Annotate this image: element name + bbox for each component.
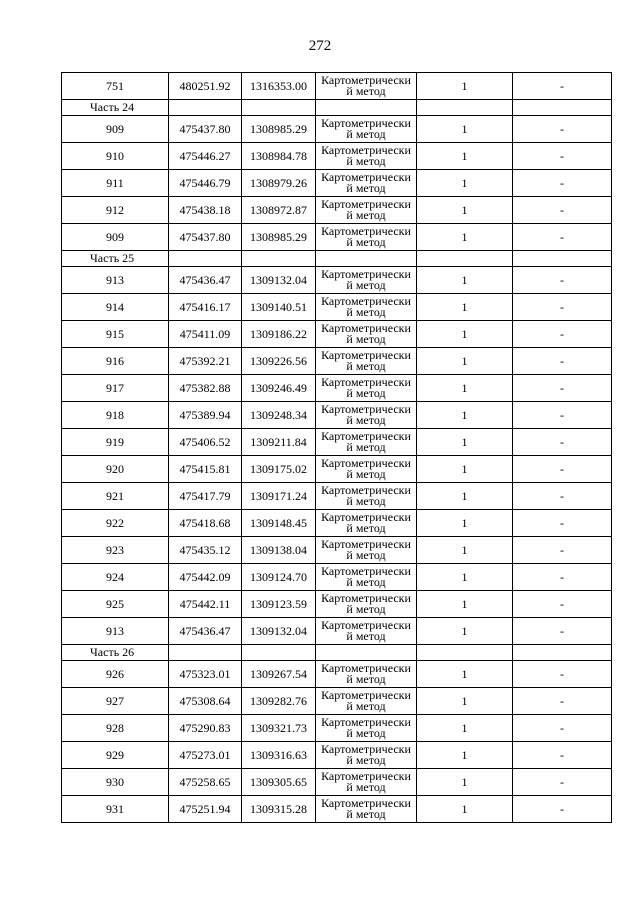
table-row [62, 375, 612, 402]
method-line-2: й метод [346, 154, 386, 168]
x-coordinate-cell: 480251.92 [169, 73, 242, 100]
method-line-1: Картометрически [321, 715, 411, 729]
point-number-cell: 931 [62, 796, 169, 823]
table-row [62, 688, 612, 715]
table-row [62, 769, 612, 796]
method-cell [316, 429, 417, 456]
table-row [62, 267, 612, 294]
method-line-2: й метод [346, 753, 386, 767]
y-coordinate-cell: 1309315.28 [242, 796, 316, 823]
point-number-cell: 926 [62, 661, 169, 688]
method-cell [316, 116, 417, 143]
x-coordinate-cell: 475442.11 [169, 591, 242, 618]
method-line-2: й метод [346, 278, 386, 292]
method-cell [316, 591, 417, 618]
accuracy-cell: 1 [417, 197, 513, 224]
y-coordinate-cell: 1309186.22 [242, 321, 316, 348]
accuracy-cell: 1 [417, 321, 513, 348]
point-number-cell: 918 [62, 402, 169, 429]
method-line-2: й метод [346, 440, 386, 454]
y-coordinate-cell: 1309226.56 [242, 348, 316, 375]
empty-cell [169, 100, 242, 116]
point-number-cell: 910 [62, 143, 169, 170]
x-coordinate-cell: 475258.65 [169, 769, 242, 796]
point-number-cell: 929 [62, 742, 169, 769]
y-coordinate-cell: 1309246.49 [242, 375, 316, 402]
note-cell: - [513, 715, 612, 742]
method-line-1: Картометрически [321, 143, 411, 157]
method-cell [316, 688, 417, 715]
method-line-1: Картометрически [321, 429, 411, 443]
x-coordinate-cell: 475308.64 [169, 688, 242, 715]
y-coordinate-cell: 1309321.73 [242, 715, 316, 742]
method-cell [316, 564, 417, 591]
method-cell [316, 483, 417, 510]
method-line-1: Картометрически [321, 116, 411, 130]
accuracy-cell: 1 [417, 267, 513, 294]
note-cell: - [513, 688, 612, 715]
point-number-cell: 921 [62, 483, 169, 510]
note-cell: - [513, 483, 612, 510]
y-coordinate-cell: 1308979.26 [242, 170, 316, 197]
note-cell: - [513, 769, 612, 796]
method-line-2: й метод [346, 84, 386, 98]
method-cell [316, 618, 417, 645]
note-cell: - [513, 510, 612, 537]
table-row [62, 224, 612, 251]
x-coordinate-cell: 475251.94 [169, 796, 242, 823]
x-coordinate-cell: 475389.94 [169, 402, 242, 429]
note-cell: - [513, 224, 612, 251]
point-number-cell: 920 [62, 456, 169, 483]
method-line-1: Картометрически [321, 483, 411, 497]
method-line-2: й метод [346, 413, 386, 427]
x-coordinate-cell: 475437.80 [169, 224, 242, 251]
table-row [62, 510, 612, 537]
method-line-2: й метод [346, 602, 386, 616]
point-number-cell: 923 [62, 537, 169, 564]
note-cell: - [513, 618, 612, 645]
method-cell [316, 769, 417, 796]
table-row [62, 197, 612, 224]
method-line-2: й метод [346, 359, 386, 373]
method-cell [316, 796, 417, 823]
method-line-1: Картометрически [321, 456, 411, 470]
point-number-cell: 925 [62, 591, 169, 618]
method-cell [316, 267, 417, 294]
note-cell: - [513, 73, 612, 100]
method-line-2: й метод [346, 467, 386, 481]
table-row [62, 73, 612, 100]
note-cell: - [513, 742, 612, 769]
accuracy-cell: 1 [417, 224, 513, 251]
accuracy-cell: 1 [417, 769, 513, 796]
y-coordinate-cell: 1309305.65 [242, 769, 316, 796]
method-line-2: й метод [346, 521, 386, 535]
point-number-cell: 909 [62, 116, 169, 143]
y-coordinate-cell: 1308985.29 [242, 224, 316, 251]
accuracy-cell: 1 [417, 170, 513, 197]
method-cell [316, 224, 417, 251]
x-coordinate-cell: 475416.17 [169, 294, 242, 321]
accuracy-cell: 1 [417, 73, 513, 100]
method-line-2: й метод [346, 672, 386, 686]
x-coordinate-cell: 475415.81 [169, 456, 242, 483]
note-cell: - [513, 321, 612, 348]
y-coordinate-cell: 1309132.04 [242, 267, 316, 294]
method-line-1: Картометрически [321, 197, 411, 211]
method-line-1: Картометрически [321, 688, 411, 702]
empty-cell [513, 645, 612, 661]
point-number-cell: 922 [62, 510, 169, 537]
empty-cell [169, 645, 242, 661]
accuracy-cell: 1 [417, 143, 513, 170]
method-line-2: й метод [346, 726, 386, 740]
point-number-cell: 913 [62, 618, 169, 645]
accuracy-cell: 1 [417, 294, 513, 321]
point-number-cell: 912 [62, 197, 169, 224]
table-row [62, 294, 612, 321]
method-cell [316, 143, 417, 170]
method-line-2: й метод [346, 807, 386, 821]
empty-cell [316, 100, 417, 116]
y-coordinate-cell: 1309123.59 [242, 591, 316, 618]
x-coordinate-cell: 475406.52 [169, 429, 242, 456]
table-row [62, 143, 612, 170]
accuracy-cell: 1 [417, 742, 513, 769]
accuracy-cell: 1 [417, 483, 513, 510]
method-cell [316, 321, 417, 348]
method-line-1: Картометрически [321, 618, 411, 632]
y-coordinate-cell: 1308972.87 [242, 197, 316, 224]
x-coordinate-cell: 475418.68 [169, 510, 242, 537]
method-cell [316, 510, 417, 537]
note-cell: - [513, 402, 612, 429]
empty-cell [513, 100, 612, 116]
y-coordinate-cell: 1309138.04 [242, 537, 316, 564]
empty-cell [169, 251, 242, 267]
note-cell: - [513, 661, 612, 688]
method-cell [316, 402, 417, 429]
part-label: Часть 24 [62, 100, 169, 116]
accuracy-cell: 1 [417, 796, 513, 823]
method-line-1: Картометрически [321, 661, 411, 675]
y-coordinate-cell: 1309211.84 [242, 429, 316, 456]
y-coordinate-cell: 1309248.34 [242, 402, 316, 429]
x-coordinate-cell: 475382.88 [169, 375, 242, 402]
accuracy-cell: 1 [417, 591, 513, 618]
point-number-cell: 917 [62, 375, 169, 402]
accuracy-cell: 1 [417, 348, 513, 375]
table-row [62, 456, 612, 483]
point-number-cell: 911 [62, 170, 169, 197]
note-cell: - [513, 796, 612, 823]
point-number-cell: 915 [62, 321, 169, 348]
empty-cell [513, 251, 612, 267]
y-coordinate-cell: 1309124.70 [242, 564, 316, 591]
accuracy-cell: 1 [417, 510, 513, 537]
accuracy-cell: 1 [417, 116, 513, 143]
note-cell: - [513, 116, 612, 143]
part-header-row [62, 100, 612, 116]
method-line-2: й метод [346, 235, 386, 249]
x-coordinate-cell: 475438.18 [169, 197, 242, 224]
x-coordinate-cell: 475435.12 [169, 537, 242, 564]
part-label: Часть 25 [62, 251, 169, 267]
method-line-1: Картометрически [321, 170, 411, 184]
x-coordinate-cell: 475411.09 [169, 321, 242, 348]
point-number-cell: 751 [62, 73, 169, 100]
note-cell: - [513, 429, 612, 456]
point-number-cell: 930 [62, 769, 169, 796]
method-line-1: Картометрически [321, 537, 411, 551]
table-row [62, 483, 612, 510]
method-cell [316, 537, 417, 564]
empty-cell [316, 251, 417, 267]
note-cell: - [513, 197, 612, 224]
y-coordinate-cell: 1308985.29 [242, 116, 316, 143]
accuracy-cell: 1 [417, 456, 513, 483]
method-line-1: Картометрически [321, 591, 411, 605]
method-line-1: Картометрически [321, 348, 411, 362]
table-row [62, 618, 612, 645]
note-cell: - [513, 294, 612, 321]
note-cell: - [513, 348, 612, 375]
method-line-2: й метод [346, 386, 386, 400]
x-coordinate-cell: 475437.80 [169, 116, 242, 143]
y-coordinate-cell: 1309267.54 [242, 661, 316, 688]
method-cell [316, 170, 417, 197]
x-coordinate-cell: 475442.09 [169, 564, 242, 591]
x-coordinate-cell: 475446.79 [169, 170, 242, 197]
empty-cell [242, 645, 316, 661]
method-line-1: Картометрически [321, 224, 411, 238]
table-body [62, 73, 612, 823]
empty-cell [417, 645, 513, 661]
accuracy-cell: 1 [417, 537, 513, 564]
method-cell [316, 197, 417, 224]
note-cell: - [513, 537, 612, 564]
point-number-cell: 914 [62, 294, 169, 321]
method-line-2: й метод [346, 208, 386, 222]
accuracy-cell: 1 [417, 402, 513, 429]
method-line-2: й метод [346, 494, 386, 508]
x-coordinate-cell: 475417.79 [169, 483, 242, 510]
method-line-1: Картометрически [321, 402, 411, 416]
empty-cell [417, 251, 513, 267]
x-coordinate-cell: 475436.47 [169, 618, 242, 645]
point-number-cell: 916 [62, 348, 169, 375]
method-line-2: й метод [346, 127, 386, 141]
method-line-2: й метод [346, 699, 386, 713]
x-coordinate-cell: 475436.47 [169, 267, 242, 294]
y-coordinate-cell: 1308984.78 [242, 143, 316, 170]
method-line-2: й метод [346, 629, 386, 643]
y-coordinate-cell: 1309140.51 [242, 294, 316, 321]
method-line-1: Картометрически [321, 742, 411, 756]
table-row [62, 116, 612, 143]
empty-cell [417, 100, 513, 116]
note-cell: - [513, 375, 612, 402]
y-coordinate-cell: 1309171.24 [242, 483, 316, 510]
y-coordinate-cell: 1309175.02 [242, 456, 316, 483]
accuracy-cell: 1 [417, 429, 513, 456]
x-coordinate-cell: 475273.01 [169, 742, 242, 769]
page-number: 272 [308, 38, 332, 54]
x-coordinate-cell: 475323.01 [169, 661, 242, 688]
table-row [62, 429, 612, 456]
method-line-2: й метод [346, 181, 386, 195]
y-coordinate-cell: 1309148.45 [242, 510, 316, 537]
method-cell [316, 742, 417, 769]
method-cell [316, 661, 417, 688]
method-line-2: й метод [346, 780, 386, 794]
method-cell [316, 375, 417, 402]
table-row [62, 564, 612, 591]
method-cell [316, 715, 417, 742]
empty-cell [316, 645, 417, 661]
method-line-1: Картометрически [321, 769, 411, 783]
empty-cell [242, 251, 316, 267]
note-cell: - [513, 564, 612, 591]
point-number-cell: 928 [62, 715, 169, 742]
method-line-2: й метод [346, 548, 386, 562]
table-row [62, 537, 612, 564]
x-coordinate-cell: 475446.27 [169, 143, 242, 170]
accuracy-cell: 1 [417, 618, 513, 645]
accuracy-cell: 1 [417, 688, 513, 715]
y-coordinate-cell: 1309132.04 [242, 618, 316, 645]
method-cell [316, 456, 417, 483]
point-number-cell: 913 [62, 267, 169, 294]
table-row [62, 661, 612, 688]
part-header-row [62, 645, 612, 661]
y-coordinate-cell: 1316353.00 [242, 73, 316, 100]
table-row [62, 742, 612, 769]
method-line-2: й метод [346, 305, 386, 319]
x-coordinate-cell: 475392.21 [169, 348, 242, 375]
accuracy-cell: 1 [417, 715, 513, 742]
method-line-1: Картометрически [321, 796, 411, 810]
table-row [62, 591, 612, 618]
table-row [62, 170, 612, 197]
point-number-cell: 909 [62, 224, 169, 251]
x-coordinate-cell: 475290.83 [169, 715, 242, 742]
note-cell: - [513, 267, 612, 294]
point-number-cell: 927 [62, 688, 169, 715]
method-cell [316, 348, 417, 375]
table-row [62, 796, 612, 823]
table-row [62, 715, 612, 742]
table-row [62, 402, 612, 429]
accuracy-cell: 1 [417, 564, 513, 591]
table-row [62, 321, 612, 348]
part-header-row [62, 251, 612, 267]
accuracy-cell: 1 [417, 375, 513, 402]
method-cell [316, 294, 417, 321]
method-cell [316, 73, 417, 100]
y-coordinate-cell: 1309282.76 [242, 688, 316, 715]
y-coordinate-cell: 1309316.63 [242, 742, 316, 769]
method-line-1: Картометрически [321, 510, 411, 524]
method-line-2: й метод [346, 575, 386, 589]
method-line-2: й метод [346, 332, 386, 346]
coordinates-table [61, 72, 612, 823]
point-number-cell: 924 [62, 564, 169, 591]
note-cell: - [513, 170, 612, 197]
note-cell: - [513, 591, 612, 618]
accuracy-cell: 1 [417, 661, 513, 688]
method-line-1: Картометрически [321, 73, 411, 87]
part-label: Часть 26 [62, 645, 169, 661]
point-number-cell: 919 [62, 429, 169, 456]
method-line-1: Картометрически [321, 267, 411, 281]
note-cell: - [513, 456, 612, 483]
method-line-1: Картометрически [321, 294, 411, 308]
empty-cell [242, 100, 316, 116]
method-line-1: Картометрически [321, 375, 411, 389]
method-line-1: Картометрически [321, 321, 411, 335]
method-line-1: Картометрически [321, 564, 411, 578]
note-cell: - [513, 143, 612, 170]
table-row [62, 348, 612, 375]
